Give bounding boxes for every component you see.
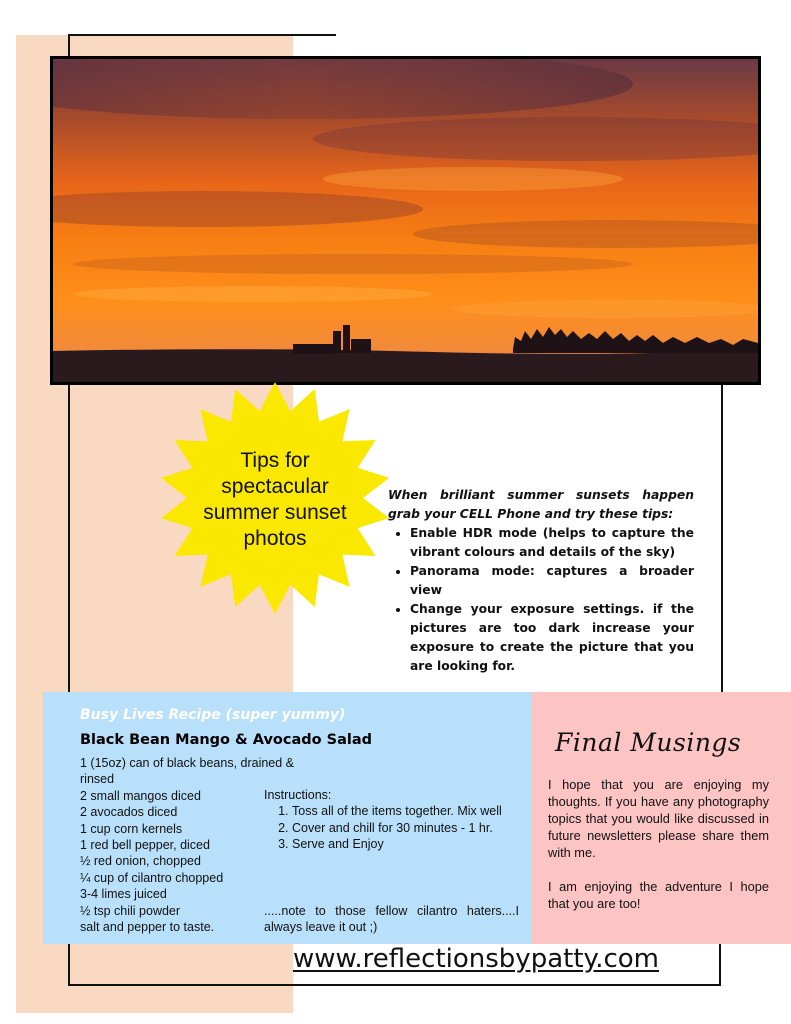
tips-list (388, 524, 694, 676)
ingredient-item: 1 cup corn kernels (80, 821, 183, 836)
frame-line-right-bottom (719, 944, 721, 986)
ingredient-item: ½ red onion, chopped (80, 854, 201, 869)
instruction-step: 1. Toss all of the items together. Mix well (292, 803, 514, 819)
ingredient-item: salt and pepper to taste. (80, 920, 215, 935)
recipe-panel (43, 692, 531, 944)
instructions-section (264, 787, 514, 853)
starburst-line: spectacular (221, 475, 329, 498)
tips-intro: When brilliant summer sunsets happen grab your CELL Phone and try these tips: (388, 488, 694, 521)
recipe-note: .....note to those fellow cilantro haters....I always leave it out ;) (264, 904, 519, 935)
musings-panel (531, 692, 791, 944)
ingredient-item: ½ tsp chili powder (80, 903, 181, 918)
instructions-list (264, 803, 514, 852)
musings-paragraph: I hope that you are enjoying my thoughts. If you have any photography topics that you would like discussed in future newsletters please share them with me. (548, 777, 769, 860)
instruction-step: 3. Serve and Enjoy (292, 836, 514, 852)
starburst-line: Tips for (240, 449, 310, 472)
musings-title: Final Musings (555, 728, 742, 757)
ingredient-item: 1 (15oz) can of black beans, drained & rinsed (80, 756, 295, 787)
ingredient-item: ¼ cup of cilantro chopped (80, 870, 224, 885)
ingredient-item: 3-4 limes juiced (80, 887, 167, 902)
musings-paragraph: I am enjoying the adventure I hope that you are too! (548, 879, 769, 911)
frame-line-bottom (68, 984, 721, 986)
frame-line-top (68, 34, 336, 36)
tips-section (388, 486, 694, 676)
website-link[interactable]: www.reflectionsbypatty.com (293, 944, 659, 974)
tip-item: • Enable HDR mode (helps to capture the vibrant colours and details of the sky) (410, 524, 694, 562)
ingredient-item: 1 red bell pepper, diced (80, 838, 210, 853)
ingredient-item: 2 small mangos diced (80, 788, 201, 803)
frame-line-right (721, 380, 723, 692)
starburst-title (185, 448, 365, 552)
recipe-kicker: Busy Lives Recipe (super yummy) (80, 707, 346, 723)
starburst-line: photos (243, 527, 307, 550)
instruction-step: 2. Cover and chill for 30 minutes - 1 hr. (292, 820, 514, 836)
tip-item: • Panorama mode: captures a broader view (410, 562, 694, 600)
instructions-label: Instructions: (264, 788, 332, 802)
sunset-photo (50, 56, 761, 385)
tip-item: • Change your exposure settings. if the pictures are too dark increase your exposure to create the picture that you are looking for. (410, 600, 694, 676)
musings-body (548, 776, 769, 912)
sunset-photo-graphic (53, 59, 758, 382)
recipe-title: Black Bean Mango & Avocado Salad (80, 732, 373, 748)
ingredient-item: 2 avocados diced (80, 805, 178, 820)
starburst-line: summer sunset (203, 501, 347, 524)
